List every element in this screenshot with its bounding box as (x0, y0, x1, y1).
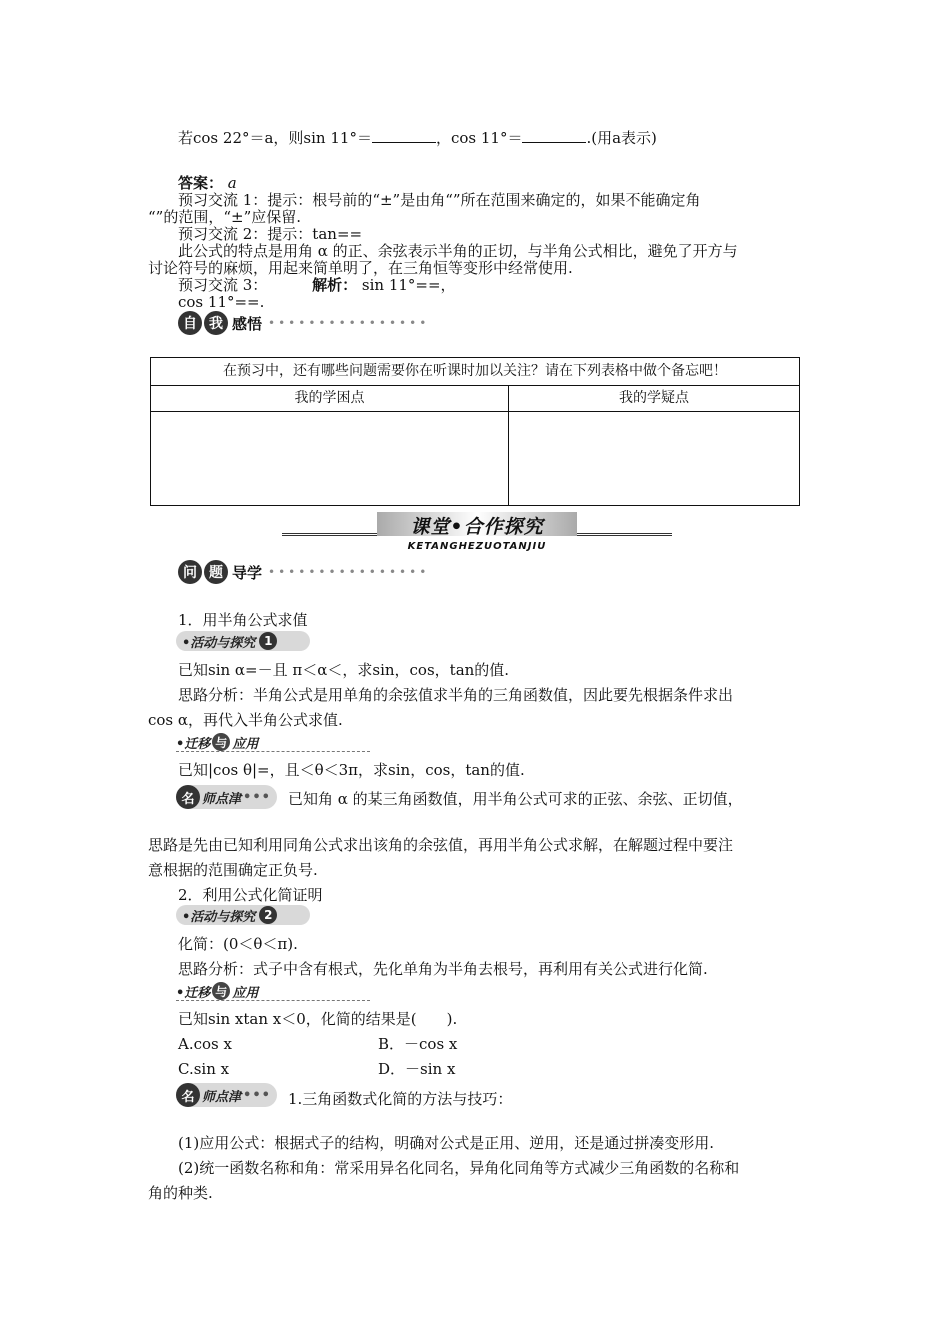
tip-text: 师点津 (202, 791, 242, 807)
tip-dots: ••• (243, 1087, 271, 1103)
preview-5: cos 11°==. (178, 293, 265, 311)
transfer-text-b: 应用 (232, 736, 259, 752)
activity-number: 2 (259, 906, 277, 924)
question-guide-badge (178, 560, 429, 584)
memo-header: 在预习中，还有哪些问题需要你在听课时加以关注？请在下列表格中做个备忘吧！ (151, 358, 799, 386)
memo-col-headers (151, 386, 799, 412)
transfer-yu: 与 (212, 982, 230, 1000)
answer-value: a (227, 174, 237, 192)
option-b: B．－cos x (378, 1035, 458, 1053)
badge-char-2: 我 (204, 311, 228, 335)
analysis-label: 解析： (312, 276, 358, 294)
badge-char-1: 问 (178, 560, 202, 584)
option-d: D．－sin x (378, 1060, 456, 1078)
banner-title: 课堂•合作探究 (377, 512, 577, 536)
tip-1-text-b: 思路是先由已知利用同角公式求出该角的余弦值，再用半角公式求解，在解题过程中要注 (148, 836, 734, 854)
teacher-tip-2 (176, 1083, 277, 1107)
transfer-label-2 (176, 982, 370, 1001)
memo-col-difficulty: 我的学困点 (151, 386, 509, 411)
preview-3a: 此公式的特点是用角 α 的正、余弦表示半角的正切，与半角公式相比，避免了开方与 (178, 242, 738, 260)
question-line (178, 128, 657, 148)
transfer-text-a: •迁移 (176, 985, 211, 1001)
section-1-title: 1．用半角公式求值 (178, 611, 308, 629)
section-banner (282, 512, 672, 552)
memo-cell-difficulty[interactable] (151, 412, 509, 506)
tip-text: 师点津 (202, 1089, 242, 1105)
answer-label: 答案： (178, 174, 224, 192)
section-2-title: 2．利用公式化简证明 (178, 886, 323, 904)
memo-body (151, 412, 799, 506)
memo-table (150, 357, 800, 506)
activity-1-pill (176, 631, 310, 651)
answer-blank-cos (522, 128, 586, 143)
transfer-text-a: •迁移 (176, 736, 211, 752)
memo-col-doubts: 我的学疑点 (619, 390, 689, 406)
tip-1-text: 已知角 α 的某三角函数值，用半角公式可求的正弦、余弦、正切值， (288, 790, 743, 808)
badge-char-1: 自 (178, 311, 202, 335)
transfer-yu: 与 (212, 733, 230, 751)
tip-dots: ••• (243, 789, 271, 805)
memo-cell-doubts[interactable] (509, 412, 799, 506)
preview-2: 预习交流 2：提示：tan== (178, 225, 363, 243)
activity-label: •活动与探究 (182, 909, 256, 925)
answer-blank-sin (372, 128, 436, 143)
method-2a: (2)统一函数名称和角：常采用异名化同名，异角化同角等方式减少三角函数的名称和 (178, 1159, 740, 1177)
banner-subtitle: KETANGHEZUOTANJIU (407, 541, 547, 552)
activity-2-pill (176, 905, 310, 925)
example-2: 化简：(0＜θ＜π). (178, 935, 298, 953)
transfer-text-b: 应用 (232, 985, 259, 1001)
badge-text: 感悟 (232, 314, 263, 333)
tip-2-text: 1.三角函数式化简的方法与技巧： (288, 1090, 513, 1108)
analysis-1b: cos α，再代入半角公式求值. (148, 711, 343, 729)
tip-icon: 名 (176, 785, 200, 809)
option-c: C.sin x (178, 1060, 230, 1078)
self-reflection-badge (178, 311, 429, 335)
tip-icon: 名 (176, 1083, 200, 1107)
question-text-c: .(用a表示) (586, 129, 657, 147)
teacher-tip-1 (176, 785, 277, 809)
method-1: (1)应用公式：根据式子的结构，明确对公式是正用、逆用，还是通过拼凑变形用. (178, 1134, 715, 1152)
analysis-text: sin 11°==， (361, 276, 456, 294)
preview-3b: 讨论符号的麻烦，用起来简单明了，在三角恒等变形中经常使用. (148, 259, 573, 277)
activity-number: 1 (259, 632, 277, 650)
badge-text: 导学 (232, 563, 263, 582)
badge-dots: •••••••••••••••• (268, 565, 430, 579)
question-text-a: 若cos 22°＝a，则sin 11°＝ (178, 129, 372, 147)
badge-dots: •••••••••••••••• (268, 316, 430, 330)
preview-1b: “”的范围，“±”应保留. (148, 208, 302, 226)
question-text-b: ，cos 11°＝ (435, 129, 523, 147)
tip-1-text-c: 意根据的范围确定正负号. (148, 861, 318, 879)
analysis-2: 思路分析：式子中含有根式，先化单角为半角去根号，再利用有关公式进行化简. (178, 960, 708, 978)
exercise-2: 已知sin xtan x＜0，化简的结果是( ). (178, 1010, 458, 1028)
analysis-1a: 思路分析：半角公式是用单角的余弦值求半角的三角函数值，因此要先根据条件求出 (178, 686, 734, 704)
exercise-1: 已知|cos θ|=，且＜θ＜3π，求sin，cos，tan的值. (178, 761, 525, 779)
preview-4-label: 预习交流 3： (178, 276, 268, 294)
example-1: 已知sin α=－且 π＜α＜，求sin，cos，tan的值. (178, 661, 510, 679)
option-a: A.cos x (178, 1035, 232, 1053)
badge-char-2: 题 (204, 560, 228, 584)
method-2b: 角的种类. (148, 1184, 213, 1202)
activity-label: •活动与探究 (182, 635, 256, 651)
transfer-label (176, 733, 370, 752)
preview-1a: 预习交流 1：提示：根号前的“±”是由角“”所在范围来确定的，如果不能确定角 (178, 191, 701, 209)
